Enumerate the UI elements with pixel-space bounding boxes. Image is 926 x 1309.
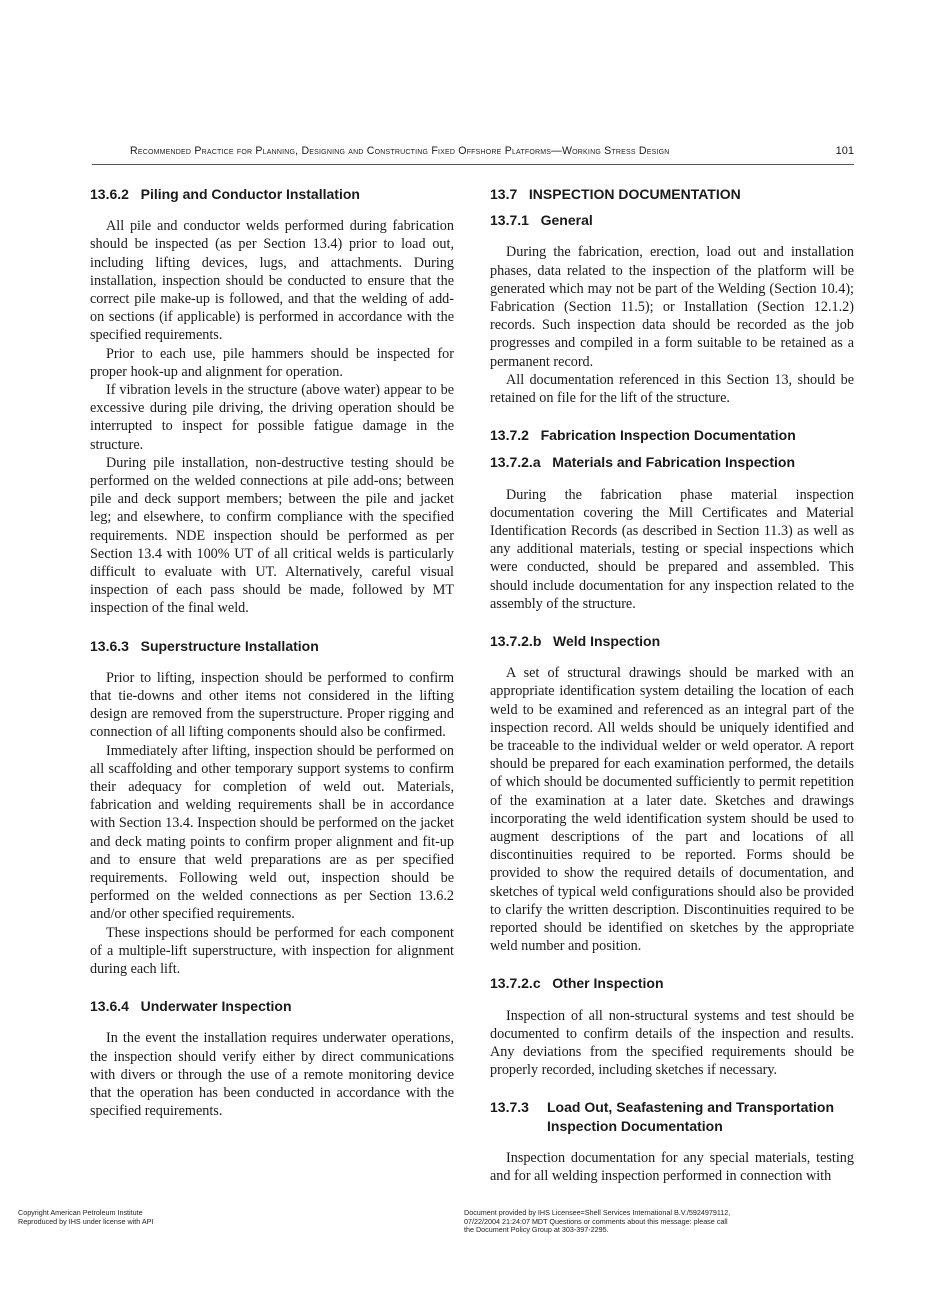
footer-line: Document provided by IHS Licensee=Shell Services International B.V./5924979112,: [464, 1208, 731, 1217]
section-number: 13.6.3: [90, 637, 129, 654]
paragraph: In the event the installation requires underwater operations, the inspection should verify either by direct communications with divers or through the use of a remote monitoring device that the operation has been conducted in accordance with the specified requirements.: [90, 1030, 454, 1120]
section-heading-13-6-2: [90, 185, 454, 203]
section-number: 13.7.2.a: [490, 454, 541, 471]
section-number: 13.7.1: [490, 212, 529, 229]
section-title: Fabrication Inspection Documentation: [540, 427, 796, 444]
section-title: Materials and Fabrication Inspection: [552, 454, 795, 471]
paragraph: All pile and conductor welds performed during fabrication should be inspected (as per Section 13.4) prior to load out, including lifting devices, lugs, and attachments. During installation, inspection should be conducted to ensure that the correct pile make-up is followed, and that the welding of add-on sections (if applicable) is performed in accordance with the specified requirements.: [90, 218, 454, 344]
section-number: 13.7.2: [490, 427, 529, 444]
section-heading-13-6-4: [90, 997, 454, 1015]
section-heading-13-7-2: [490, 426, 854, 444]
section-number: 13.6.4: [90, 998, 129, 1015]
footer-line: Copyright American Petroleum Institute: [18, 1208, 143, 1217]
section-title: General: [540, 212, 593, 229]
section-title: Piling and Conductor Installation: [140, 186, 360, 202]
section-heading-13-7-3: [490, 1098, 854, 1134]
section-title: Other Inspection: [552, 975, 664, 992]
paragraph: Prior to each use, pile hammers should be inspected for proper hook-up and alignment for operation.: [90, 345, 454, 380]
section-heading-13-7: [490, 185, 854, 203]
paragraph: During the fabrication phase material inspection documentation covering the Mill Certificates and Material Identification Records (as described in Section 11.3) as well as any additional materials, testing or special inspections which were conducted, should be prepared and assembled. This should include documentation for any inspection related to the assembly of the structure.: [490, 486, 854, 612]
paragraph: During pile installation, non-destructive testing should be performed on the welded connections at pile add-ons; between pile and deck support members; between the pile and jacket leg; and elsewhere, to confirm compliance with the specified requirements. NDE inspection should be performed as per Section 13.4 with 100% UT of all critical welds is particularly difficult to evaluate with UT. Alternatively, careful visual inspection of each pass should be made, followed by MT inspection of the final weld.: [90, 454, 454, 617]
footer-copyright: [18, 1209, 153, 1226]
section-title: Weld Inspection: [553, 633, 661, 649]
paragraph: These inspections should be performed for each component of a multiple-lift superstructure, with inspection for alignment during each lift.: [90, 924, 454, 978]
section-heading-13-7-2-c: [490, 974, 854, 992]
footer-line: the Document Policy Group at 303-397-2295.: [464, 1225, 609, 1235]
footer-provider-notice: [464, 1209, 730, 1235]
paragraph: All documentation referenced in this Section 13, should be retained on file for the lift of the structure.: [490, 371, 854, 406]
footer-line: Reproduced by IHS under license with API: [18, 1216, 154, 1226]
running-header: [92, 142, 854, 165]
section-number: 13.7.2.c: [490, 975, 541, 992]
section-heading-13-7-2-a: [490, 453, 854, 471]
section-title: Superstructure Installation: [140, 637, 319, 654]
paragraph: During the fabrication, erection, load out and installation phases, data related to the inspection of the platform will be generated which may not be part of the Welding (Section 10.4); Fabrication (Section 11.5); or Installation (Section 12.1.2) records. Such inspection data should be recorded as the job progresses and compiled in a form suitable to be retained as a permanent record.: [490, 244, 854, 370]
section-number: 13.7: [490, 186, 518, 202]
footer-line: 07/22/2004 21:24:07 MDT Questions or comments about this message: please call: [464, 1216, 728, 1226]
paragraph: A set of structural drawings should be marked with an appropriate identification system detailing the location of each weld to be examined and referenced as an integral part of the inspection record. All welds should be uniquely identified and be traceable to the individual welder or weld operator. A report should be prepared for each examination performed, the details of which should be documented sufficiently to permit repetition of the examination at a later date. Sketches and drawings incorporating the weld identification system should be used to augment descriptions of the part and locations of all discontinuities required to be reported. Forms should be provided to show the required details of documentation, and sketches of typical weld configurations should also be provided to clarify the written description. Discontinuities required to be reported should be identified on sketches by the appropriate weld number and position.: [490, 665, 854, 955]
section-heading-13-7-1: [490, 211, 854, 229]
section-title: Load Out, Seafastening and Transportation Inspection Documentation: [547, 1099, 835, 1134]
section-heading-13-7-2-b: [490, 632, 854, 650]
page-number: 101: [835, 145, 854, 157]
section-heading-13-6-3: [90, 637, 454, 655]
section-title: Underwater Inspection: [140, 998, 292, 1015]
paragraph: If vibration levels in the structure (above water) appear to be excessive during pile driving, the driving operation should be interrupted to inspect for possible fatigue damage in the structure.: [90, 382, 454, 453]
section-number: 13.7.3: [490, 1099, 529, 1116]
paragraph: Inspection documentation for any special materials, testing and for all welding inspection performed in connection with: [490, 1149, 854, 1185]
section-title: INSPECTION DOCUMENTATION: [528, 186, 741, 202]
running-header-title: Recommended Practice for Planning, Designing and Constructing Fixed Offshore Platforms—Working Stress Design: [130, 145, 670, 157]
paragraph: Immediately after lifting, inspection should be performed on all scaffolding and other temporary support systems to confirm their adequacy for completion of weld out. Materials, fabrication and welding requirements shall be in accordance with Section 13.4. Inspection should be performed on the jacket and deck mating points to confirm proper alignment and fit-up and to ensure that weld preparations are as per specified requirements. Following weld out, inspection should be performed on the welded connections as per Section 13.6.2 and/or other specified requirements.: [90, 742, 454, 923]
section-number: 13.7.2.b: [490, 633, 542, 649]
paragraph: Prior to lifting, inspection should be performed to confirm that tie-downs and other items not considered in the lifting design are removed from the superstructure. Proper rigging and connection of all lifting components should also be confirmed.: [90, 669, 454, 741]
section-number: 13.6.2: [90, 186, 129, 202]
right-column: [490, 185, 854, 1185]
paragraph: Inspection of all non-structural systems and test should be documented to confirm details of the inspection and results. Any deviations from the specified requirements should be properly recorded, including sketches if necessary.: [490, 1007, 854, 1079]
left-column: [90, 185, 454, 1121]
